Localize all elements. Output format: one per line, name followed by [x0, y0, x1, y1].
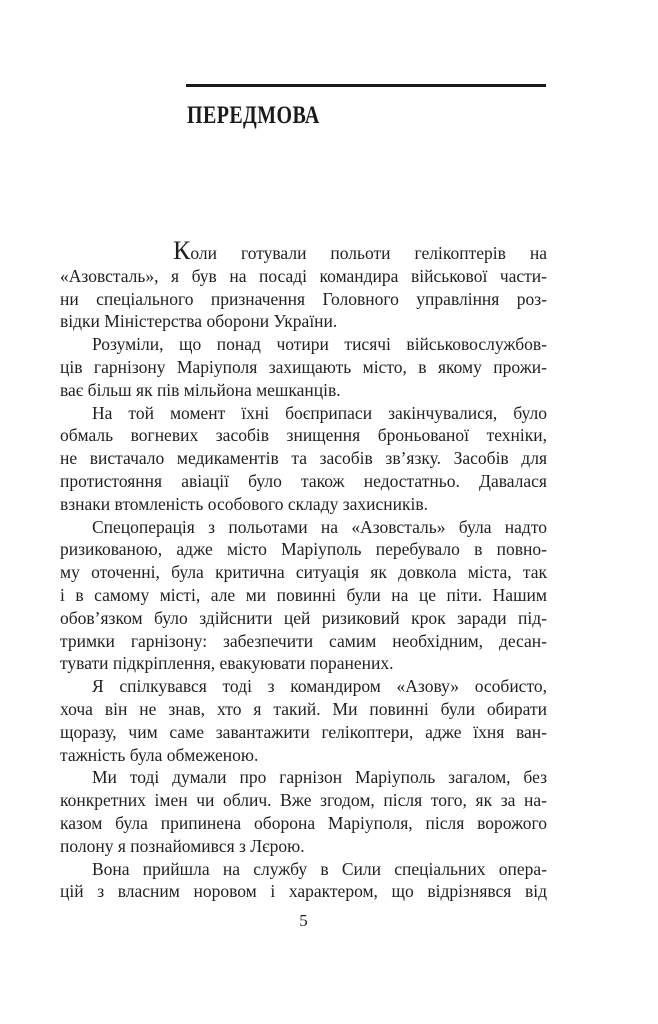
paragraph: [60, 858, 547, 904]
text-line: казом була припинена оборона Маріуполя, після ворожого: [60, 812, 547, 833]
text-line: ни спеціального призначення Головного управління роз-: [60, 288, 547, 309]
paragraph: [60, 236, 547, 333]
chapter-rule: [186, 84, 546, 87]
paragraph: [60, 766, 547, 857]
text-line: ців гарнізону Маріуполя захищають місто, в якому прожи-: [60, 356, 547, 377]
text-line: не вистачало медикаментів та засобів зв’язку. Засобів для: [60, 448, 547, 469]
text-line: полону я познайомився з Лєрою.: [60, 835, 305, 856]
text-line: обов’язком було здійснити цей ризиковий крок заради під-: [60, 607, 547, 628]
text-line: цій з власним норовом і характером, що відрізнявся від: [60, 881, 547, 902]
paragraph: [60, 675, 547, 766]
text-line: Спецоперація з польотами на «Азовсталь» була надто: [92, 516, 547, 537]
paragraph: [60, 333, 547, 401]
text-line: Розуміли, що понад чотири тисячі військовослужбов-: [92, 334, 547, 355]
text-line: відки Міністерства оборони України.: [60, 311, 338, 332]
text-line: му оточенні, була критична ситуація як довкола міста, так: [60, 562, 547, 583]
paragraph: [60, 516, 547, 676]
text-line: протистояння авіації було також недостатньо. Давалася: [60, 470, 547, 491]
chapter-title: ПЕРЕДМОВА: [187, 102, 320, 129]
text-line: конкретних імен чи облич. Вже згодом, після того, як за на-: [60, 790, 547, 811]
text-line: тримки гарнізону: забезпечити самим необхідним, десан-: [60, 630, 547, 651]
text-line: На той момент їхні боєприпаси закінчувалися, було: [92, 402, 547, 423]
text-line: ває більш як пів мільйона мешканців.: [60, 379, 341, 400]
text-line: тажність була обмеженою.: [60, 744, 259, 765]
text-line: щоразу, чим саме завантажити гелікоптери, адже їхня ван-: [60, 721, 547, 742]
text-line: тувати підкріплення, евакуювати поранених.: [60, 653, 394, 674]
body-text: [60, 236, 547, 903]
text-line: Ми тоді думали про гарнізон Маріуполь загалом, без: [92, 767, 547, 788]
text-line: Вона прийшла на службу в Сили спеціальних опера-: [92, 858, 547, 879]
text-line: хоча він не знав, хто я такий. Ми повинні були обирати: [60, 698, 547, 719]
text-line: взнаки втомленість особового складу захисників.: [60, 493, 428, 514]
text-line: Я спілкувався тоді з командиром «Азову» особисто,: [92, 676, 547, 697]
text-line: «Азовсталь», я був на посаді командира військової части-: [60, 265, 547, 286]
text-line: ризикованою, адже місто Маріуполь перебувало в повно-: [60, 539, 547, 560]
raised-initial: К: [173, 236, 191, 265]
text-line: Коли готували польоти гелікоптерів на: [173, 236, 547, 265]
page-number: 5: [299, 911, 308, 930]
text-line: і в самому місті, але ми повинні були на це піти. Нашим: [60, 584, 547, 605]
paragraph: [60, 402, 547, 516]
text-line: обмаль вогневих засобів знищення броньованої техніки,: [60, 425, 547, 446]
